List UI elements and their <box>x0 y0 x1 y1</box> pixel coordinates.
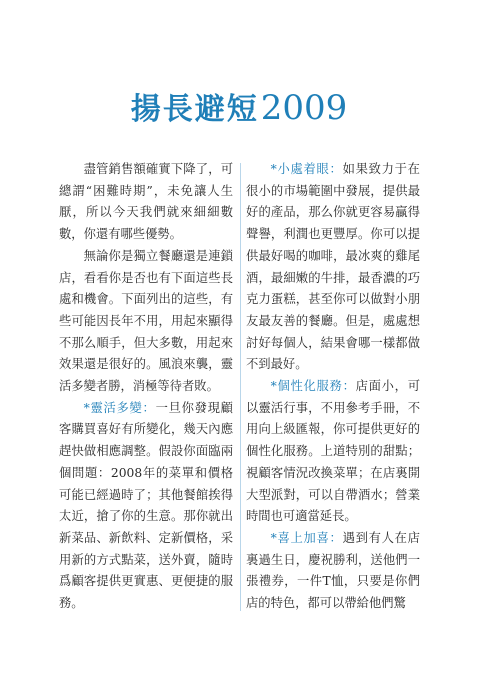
section-heading: *靈活多變： <box>83 400 156 415</box>
section-heading: *喜上加喜： <box>270 530 343 545</box>
section-body: 店面小，可以靈活行事，不用參考手冊，不用向上級匯報，你可提供更好的個性化服務。上道特別的甜點；視顧客情況改換菜單；在店裏開大型派對，可以自帶酒水；營業時間也可適當延長。 <box>246 379 420 524</box>
intro-paragraph-1: 盡管銷售額確實下降了，可總謂“困難時期”，未免讓人生厭，所以今天我們就來細細數數，你還有哪些優勢。 <box>59 162 233 242</box>
intro-paragraph-2: 無論你是獨立餐廳還是連鎖店，看看你是否也有下面這些長處和機會。下面列出的這些，有些可能因長年不用，用起來顯得不那么順手，但大多數，用起來效果還是很好的。風浪來襲，靈活多變者勝，消極等待者敗。 <box>59 248 233 394</box>
section-flexible <box>59 398 233 615</box>
section-personalized <box>246 376 420 528</box>
section-niche <box>246 159 420 376</box>
right-column <box>246 159 420 615</box>
section-body: 如果致力于在很小的市場範圍中發展，提供最好的產品，那么你就更容易贏得聲譽，利潤也更豐厚。你可以提供最好喝的咖啡，最冰爽的雞尾酒，最細嫩的牛排，最香濃的巧克力蛋糕，甚至你可以做對小朋友最友善的餐廳。但是，處處想討好每個人，結果會哪一樣都做不到最好。 <box>246 162 420 372</box>
left-column <box>59 159 233 615</box>
title-year: 2009 <box>260 88 348 128</box>
section-heading: *個性化服務： <box>270 379 356 394</box>
title-text: 揚長避短 <box>130 92 259 127</box>
column-divider <box>240 163 241 611</box>
section-celebrations <box>246 528 420 615</box>
section-heading: *小處着眼： <box>270 162 343 176</box>
page-title <box>0 84 478 128</box>
section-body: 遇到有人在店裏過生日，慶祝勝利，送他們一張禮券，一件T恤，只要是你們店的特色，都可以帶給他們驚 <box>246 530 420 611</box>
section-body: 一旦你發現顧客購買喜好有所變化，幾天內應趕快做相應調整。假設你面臨兩個問題：2008年的菜單和價格可能已經過時了；其他餐館挨得太近，搶了你的生意。那你就出新菜品、新飲料、定新價格，采用新的方式點菜，送外賣，隨時爲顧客提供更實惠、更便捷的服務。 <box>59 400 233 611</box>
